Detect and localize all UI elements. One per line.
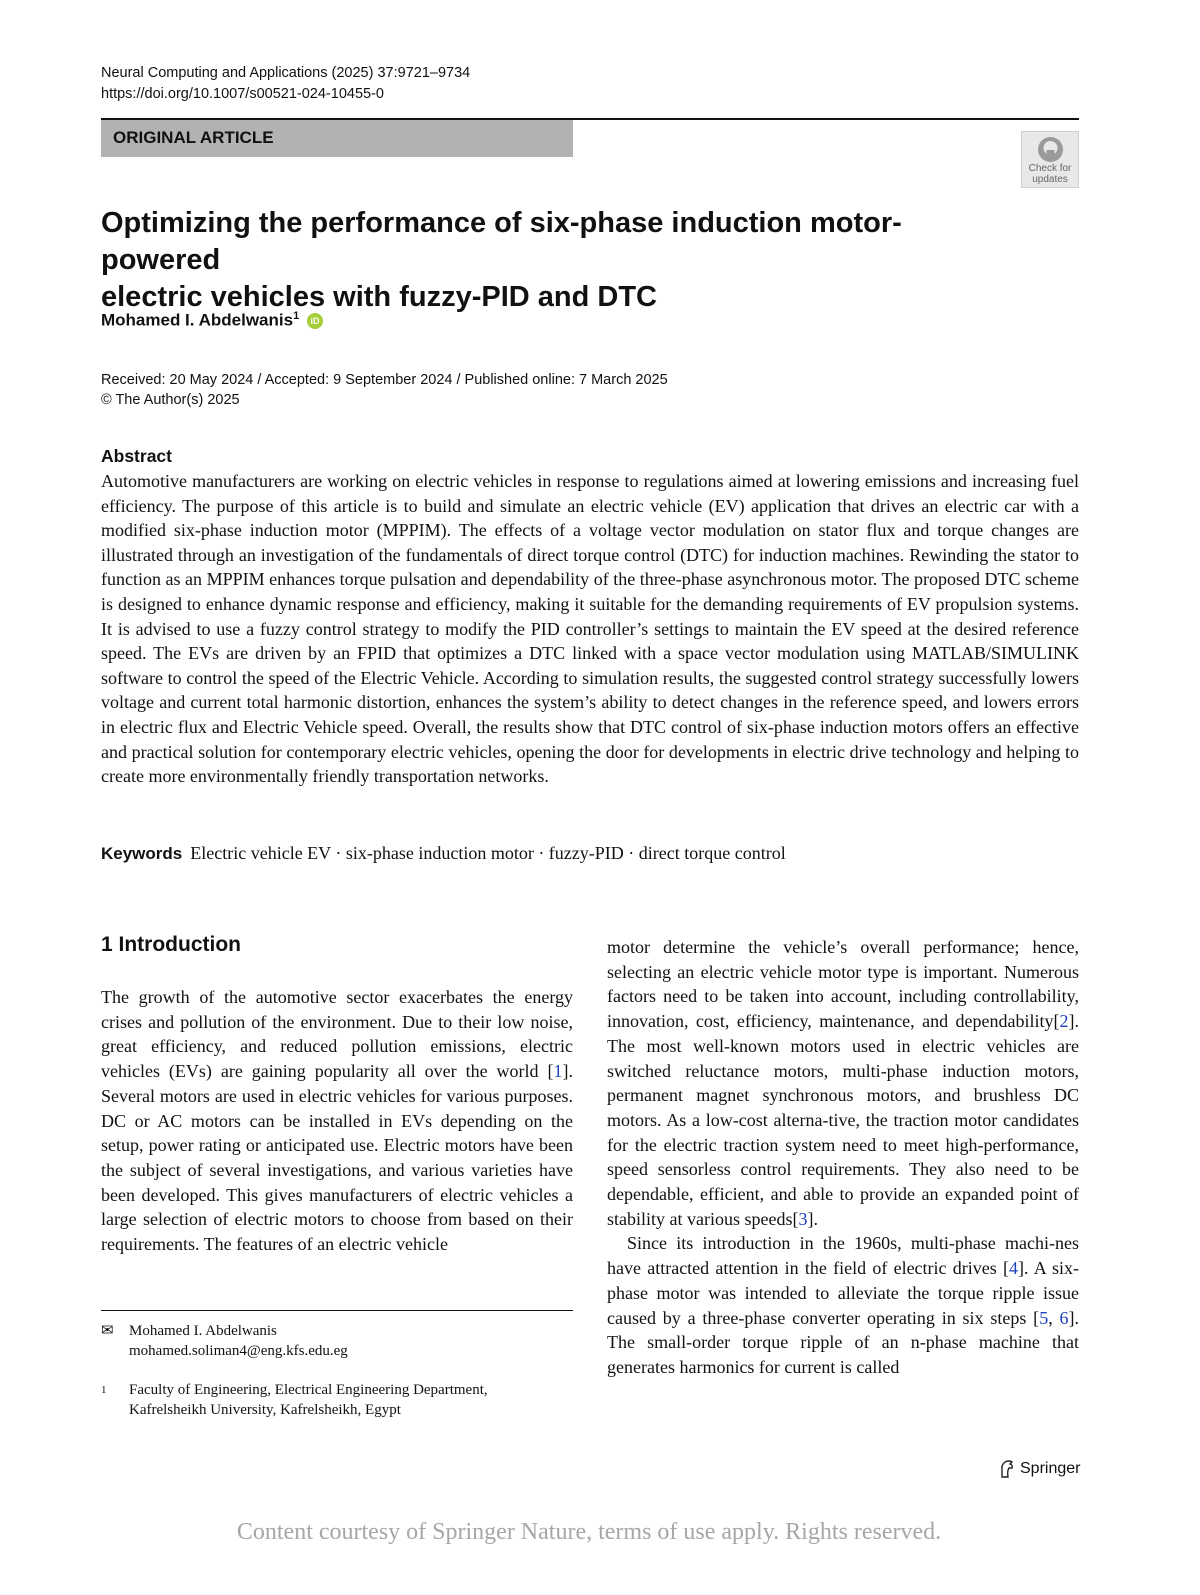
title-line-2: electric vehicles with fuzzy-PID and DTC [101,281,657,313]
check-updates-text [1022,163,1078,185]
citation-link[interactable]: 1 [553,1061,563,1082]
intro-text: motor determine the vehicle’s overall performance; hence, selecting an electric vehicle motor type is important. Numerous factors need to be taken into account, including controllability, innovation, cost, efficiency, maintenance, and dependability[ [607,937,1079,1032]
journal-header [101,63,470,105]
citation-link[interactable]: 6 [1059,1307,1069,1328]
check-for-updates-badge[interactable] [1021,131,1079,188]
intro-text: ]. [807,1208,818,1229]
intro-text: ]. A six-phase motor was intended to alleviate the torque ripple issue caused by a three-phase converter operating in six steps [ [607,1258,1079,1328]
intro-text: ]. The small-order torque ripple of an n-phase machine that generates harmonics for current is called [607,1307,1080,1377]
keywords-line [101,841,1079,866]
keywords-label: Keywords [101,844,183,863]
contact-name: Mohamed I. Abdelwanis [129,1323,277,1339]
abstract-text: Automotive manufacturers are working on electric vehicles in response to regulations aimed at lowering emissions and increasing fuel efficiency. The purpose of this article is to build and simulate an electric vehicle (EV) application that drives an electric car with a modified six-phase induction motor (MPPIM). The effects of a voltage vector modulation on stator flux and torque changes are illustrated through an investigation of the fundamentals of direct torque control (DTC) for induction machines. Rewinding the stator to function as an MPPIM enhances torque pulsation and dependability of the three-phase asynchronous motor. The proposed DTC scheme is designed to enhance dynamic response and efficiency, making it suitable for the demanding requirements of EV propulsion systems. It is advised to use a fuzzy control strategy to modify the PID controller’s settings to maintain the EV speed at the desired reference speed. The EVs are driven by an FPID that optimizes a DTC linked with a space vector modulation using MATLAB/SIMULINK software to control the speed of the Electric Vehicle. According to simulation results, the suggested control strategy successfully lowers voltage and current total harmonic distortion, enhances the system’s ability to detect changes in the reference speed, and lowers errors in electric flux and Electric Vehicle speed. Overall, the results show that DTC control of six-phase induction motors offers an effective and practical solution for contemporary electric vehicles, opening the door for developments in electric drive technology and helping to create more environmentally friendly transportation networks. [101,471,1079,787]
badge-line-2: updates [1032,174,1068,185]
intro-text: ]. The most well-known motors used in electric vehicles are switched reluctance motors, multi-phase induction motors, permanent magnet synchronous motors, and brushless DC motors. As a low-cost alterna-tive, the traction motor candidates for the electric traction system need to meet high-performance, speed sensorless control requirements. They also need to be dependable, efficient, and able to provide an expanded point of stability at various speeds[ [607,1011,1079,1229]
orcid-icon[interactable]: iD [307,313,323,329]
author-line [101,310,323,331]
citation-link[interactable]: 5 [1039,1307,1049,1328]
title-line-1: Optimizing the performance of six-phase induction motor-powered [101,207,902,276]
affiliation-mark: 1 [101,1384,107,1396]
intro-text: The growth of the automotive sector exacerbates the energy crises and pollution of the environment. Due to their low noise, great efficiency, and reduced pollution emissions, electric vehicles (EVs) are gaining popularity all over the world [ [101,987,573,1082]
paragraph [607,935,1079,1231]
publication-dates [101,370,668,410]
dates-line: Received: 20 May 2024 / Accepted: 9 September 2024 / Published online: 7 March 2025 [101,372,668,388]
doi-link[interactable]: https://doi.org/10.1007/s00521-024-10455-0 [101,86,384,102]
publisher-name: Springer [1020,1460,1081,1478]
publisher-logo [998,1459,1080,1479]
abstract-heading: Abstract [101,446,172,466]
journal-citation: Neural Computing and Applications (2025) 37:9721–9734 [101,65,471,81]
article-title [101,205,1001,316]
copyright-line: © The Author(s) 2025 [101,392,240,408]
paragraph [607,1231,1079,1379]
intro-left-column [101,985,573,1257]
article-type-bar [101,120,573,157]
corresponding-author-footnote [101,1321,348,1361]
affiliation-line-2: Kafrelsheikh University, Kafrelsheikh, Egypt [129,1402,401,1418]
intro-text: Since its introduction in the 1960s, multi-phase machi-nes have attracted attention in the field of electric drives [ [607,1233,1079,1279]
badge-line-1: Check for [1028,163,1072,174]
author-name[interactable]: Mohamed I. Abdelwanis [101,310,294,330]
courtesy-watermark: Content courtesy of Springer Nature, terms of use apply. Rights reserved. [236,1519,942,1545]
intro-right-column [607,935,1079,1380]
citation-separator: , [1048,1307,1060,1328]
citation-link[interactable]: 2 [1059,1011,1069,1032]
keywords-list: Electric vehicle EV · six-phase induction motor · fuzzy-PID · direct torque control [190,843,786,863]
author-affiliation-mark: 1 [293,310,300,322]
footnote-rule [101,1310,573,1311]
contact-email[interactable]: mohamed.soliman4@eng.kfs.edu.eg [129,1343,348,1359]
intro-text: ]. Several motors are used in electric vehicles for various purposes. DC or AC motors can be installed in EVs depending on the setup, power rating or anticipated use. Electric motors have been the subject of several investigations, and various varieties have been developed. This gives manufacturers of electric vehicles a large selection of electric motors to choose from based on their requirements. The features of an electric vehicle [101,1061,573,1255]
article-type-label: ORIGINAL ARTICLE [113,128,274,147]
mail-icon: ✉ [101,1323,114,1339]
springer-horse-icon [998,1459,1016,1479]
affiliation-line-1: Faculty of Engineering, Electrical Engineering Department, [129,1382,488,1398]
citation-link[interactable]: 4 [1009,1258,1018,1279]
section-heading-introduction: 1 Introduction [101,933,241,956]
check-updates-icon [1037,136,1064,163]
citation-link[interactable]: 3 [798,1208,808,1229]
affiliation-footnote [101,1380,488,1420]
